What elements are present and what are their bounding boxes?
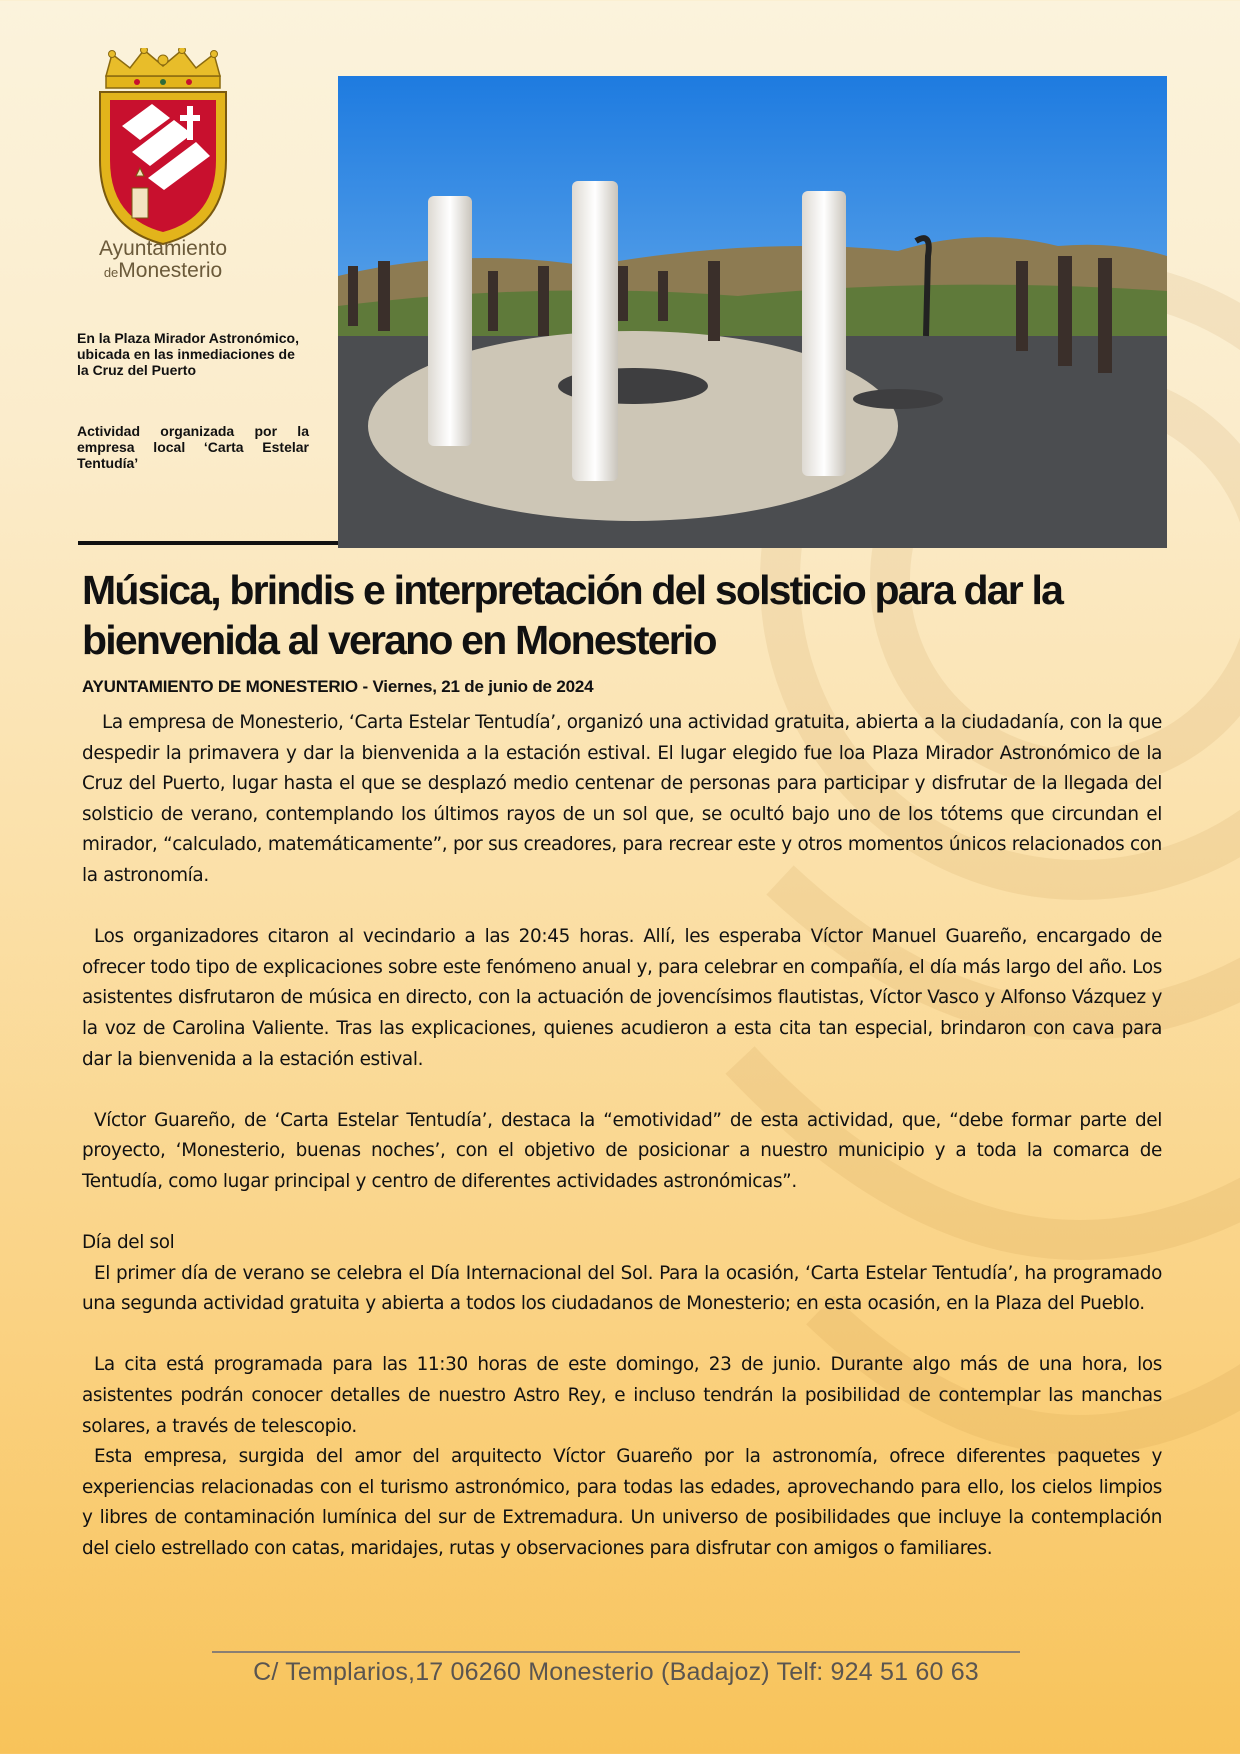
article-body [82, 708, 1162, 1565]
paragraph-4: El primer día de verano se celebra el Día Internacional del Sol. Para la ocasión, ‘Carta Estelar Tentudía’, ha programado una segunda actividad gratuita y abierta a todos los ciudadanos de Monesterio; en esta ocasión, en la Plaza del Pueblo. [82, 1262, 1162, 1315]
event-photo [338, 76, 1167, 548]
headline: Música, brindis e interpretación del solsticio para dar la bienvenida al verano en Monesterio [82, 567, 1063, 663]
paragraph-3: Víctor Guareño, de ‘Carta Estelar Tentudía’, destaca la “emotividad” de esta actividad, que, “debe formar parte del proyecto, ‘Monesterio, buenas noches’, con el objetivo de posicionar a nuestro municipio y a toda la comarca de Tentudía, como lugar principal y centro de diferentes actividades astronómicas”. [82, 1109, 1162, 1192]
paragraph-5: La cita está programada para las 11:30 horas de este domingo, 23 de junio. Durante algo más de una hora, los asistentes podrán conocer detalles de nuestro Astro Rey, e incluso tendrán la posibilidad de contemplar las manchas solares, a través de telescopio. [82, 1354, 1162, 1437]
byline-date: - Viernes, 21 de junio de 2024 [357, 677, 594, 696]
logo-line-1: Ayuntamiento [98, 237, 228, 260]
footer-address: C/ Templarios,17 06260 Monesterio (Badajoz) Telf: 924 51 60 63 [253, 1658, 979, 1686]
caption-divider [78, 541, 338, 545]
byline [82, 677, 593, 697]
paragraph-1: La empresa de Monesterio, ‘Carta Estelar Tentudía’, organizó una actividad gratuita, abierta a la ciudadanía, con la que despedir la primavera y dar la bienvenida a la estación estival. El lugar elegido fue loa Plaza Mirador Astronómico de la Cruz del Puerto, lugar hasta el que se desplazó medio centenar de personas para participar y disfrutar de la llegada del solsticio de verano, contemplando los últimos rayos de un sol que, se ocultó bajo uno de los tótems que circundan el mirador, “calculado, matemáticamente”, por sus creadores, para recrear este y otros momentos únicos relacionados con la astronomía. [82, 712, 1162, 886]
subheading-dia-del-sol: Día del sol [82, 1232, 175, 1254]
logo-line-2-small: de [103, 265, 119, 280]
photo-caption-organizer: Actividad organizada por la empresa local ‘Carta Estelar Tentudía’ [77, 423, 309, 471]
paragraph-2: Los organizadores citaron al vecindario a las 20:45 horas. Allí, les esperaba Víctor Manuel Guareño, encargado de ofrecer todo tipo de explicaciones sobre este fenómeno anual y, para celebrar en compañía, el día más largo del año. Los asistentes disfrutaron de música en directo, con la actuación de jovencísimos flautistas, Víctor Vasco y Alfonso Vázquez y la voz de Carolina Valiente. Tras las explicaciones, quienes acudieron a esta cita tan especial, brindaron con cava para dar la bienvenida a la estación estival. [82, 926, 1162, 1070]
logo-wordmark [78, 238, 248, 284]
byline-source: AYUNTAMIENTO DE MONESTERIO [82, 677, 358, 696]
logo-line-2 [78, 260, 248, 284]
logo-line-2-main: Monesterio [118, 259, 223, 282]
footer-divider [212, 1651, 1020, 1653]
photo-caption-location: En la Plaza Mirador Astronómico, ubicada en las inmediaciones de la Cruz del Puerto [77, 330, 299, 378]
paragraph-6: Esta empresa, surgida del amor del arquitecto Víctor Guareño por la astronomía, ofrece diferentes paquetes y experiencias relacionadas con el turismo astronómico, para todas las edades, aprovechando para ello, los cielos limpios y libres de contaminación lumínica del sur de Extremadura. Un universo de posibilidades que incluye la contemplación del cielo estrellado con catas, maridajes, rutas y observaciones para disfrutar con amigos o familiares. [82, 1446, 1162, 1560]
municipal-coat-of-arms-icon [92, 48, 234, 248]
